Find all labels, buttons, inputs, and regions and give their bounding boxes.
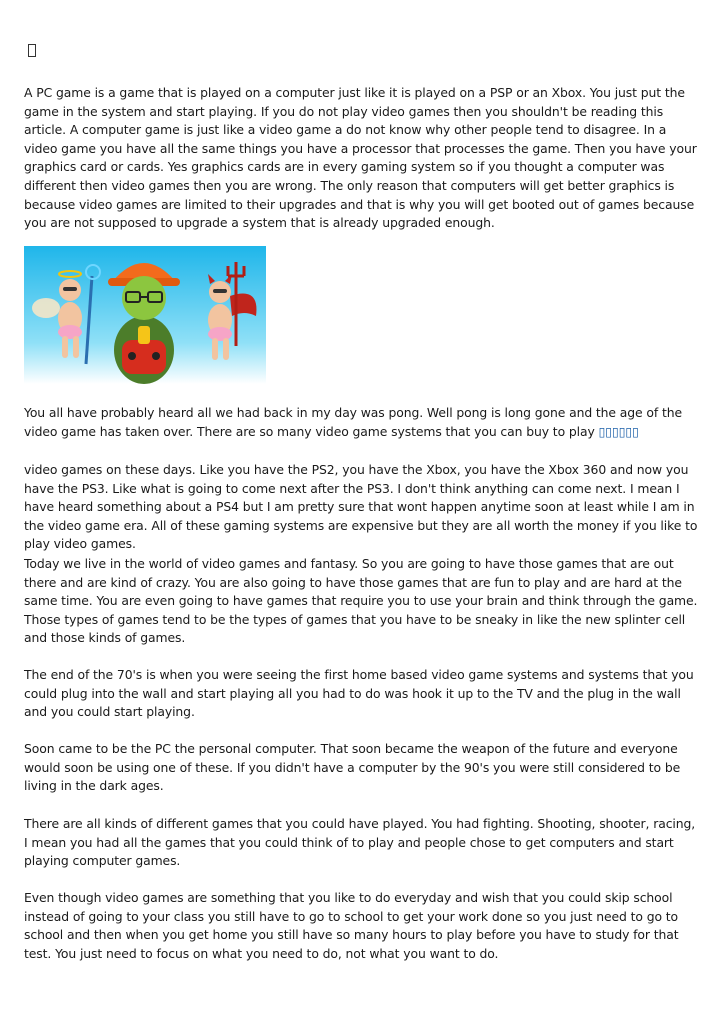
hero-illustration <box>24 246 266 384</box>
missing-glyph-icon <box>28 44 36 57</box>
inline-link[interactable]: ▯▯▯▯▯▯ <box>598 423 639 439</box>
gamers-illustration <box>24 246 266 384</box>
paragraph-2 <box>24 404 698 441</box>
paragraph-2-text: You all have probably heard all we had back in my day was pong. Well pong is long gone and the age of the video game has taken over. There are so many video game systems that you can buy to play <box>24 405 683 439</box>
paragraph-4: Today we live in the world of video games and fantasy. So you are going to have those games that are out there and are kind of crazy. You are also going to have those games that are fun to play and are hard at the same time. You are even going to have games that require you to use your brain and think through the game. Those types of games tend to be the types of games that you have to be sneaky in like the new splinter cell and those kinds of games. <box>24 556 698 646</box>
paragraph-3: video games on these days. Like you have the PS2, you have the Xbox, you have the Xbox 360 and now you have the PS3. Like what is going to come next after the PS3. I don't think anything can come next. I mean I have heard something about a PS4 but I am pretty sure that wont happen anytime soon at least while I am in the video game era. All of these gaming systems are expensive but they are all worth the money if you like to play video games. <box>24 462 698 552</box>
paragraph-8: Even though video games are something that you like to do everyday and wish that you could skip school instead of going to your class you still have to go to school to get your work done so you just need to go to school and then when you get home you still have so many hours to play before you have to study for that test. You just need to focus on what you need to do, not what you want to do. <box>24 890 679 961</box>
paragraph-1: A PC game is a game that is played on a computer just like it is played on a PSP or an Xbox. You just put the game in the system and start playing. If you do not play video games then you shouldn't be reading this article. A computer game is just like a video game a do not know why other people tend to disagree. In a video game you have all the same things you have a processor that processes the game. Then you have your graphics card or cards. Yes graphics cards are in every gaming system so if you thought a computer was different then video games then you are wrong. The only reason that computers will get better graphics is because video games are limited to their upgrades and that is why you will get booted out of games because you are not supposed to upgrade a system that is already upgraded enough. <box>24 85 697 231</box>
paragraph-5: The end of the 70's is when you were seeing the first home based video game systems and systems that you could plug into the wall and start playing all you had to do was hook it up to the TV and the plug in the wall and you could start playing. <box>24 667 694 720</box>
paragraph-6: Soon came to be the PC the personal computer. That soon became the weapon of the future and everyone would soon be using one of these. If you didn't have a computer by the 90's you were still considered to be living in the dark ages. <box>24 741 681 794</box>
paragraph-7: There are all kinds of different games that you could have played. You had fighting. Shooting, shooter, racing, I mean you had all the games that you could think of to play and people chose to get computers and start playing computer games. <box>24 816 696 869</box>
